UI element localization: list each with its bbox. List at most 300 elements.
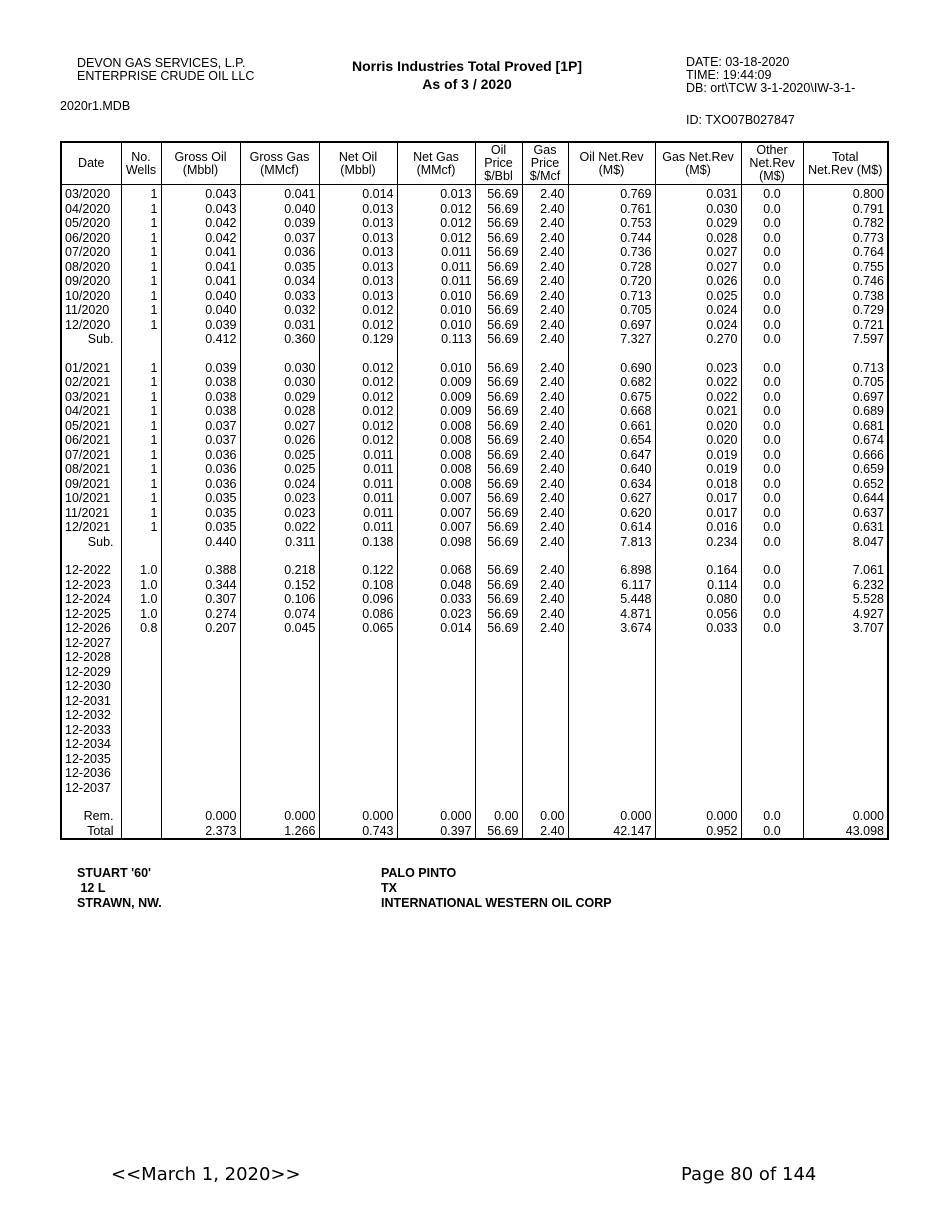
cell (240, 694, 319, 709)
cell (741, 737, 803, 752)
cell (161, 795, 240, 809)
cell (475, 766, 522, 781)
cell: 0.138 (319, 535, 397, 550)
cell (475, 650, 522, 665)
cell: 56.69 (475, 404, 522, 419)
cell: 0.152 (240, 578, 319, 593)
cell (397, 679, 475, 694)
cell: 56.69 (475, 245, 522, 260)
cell: 0.743 (319, 824, 397, 840)
cell (655, 723, 741, 738)
cell (319, 752, 397, 767)
cell: 0.011 (397, 274, 475, 289)
cell: 0.012 (397, 216, 475, 231)
table-row (61, 477, 888, 492)
row-label: 12-2035 (61, 752, 121, 767)
cell: 0.056 (655, 607, 741, 622)
cell: 0.0 (741, 419, 803, 434)
cell: 2.40 (522, 535, 568, 550)
state: TX (381, 881, 397, 895)
cell: 0.0 (741, 477, 803, 492)
cell (475, 665, 522, 680)
table-row (61, 650, 888, 665)
cell (319, 737, 397, 752)
cell (655, 549, 741, 563)
cell: 0.012 (397, 202, 475, 217)
cell: 0.634 (568, 477, 655, 492)
cell: 0.397 (397, 824, 475, 840)
cell: 0.0 (741, 592, 803, 607)
cell: 0.031 (655, 185, 741, 202)
row-label: 12-2037 (61, 781, 121, 796)
cell (741, 636, 803, 651)
cell: 0.036 (161, 462, 240, 477)
cell: 56.69 (475, 462, 522, 477)
cell (655, 636, 741, 651)
cell: 0.0 (741, 535, 803, 550)
cell: 0.033 (240, 289, 319, 304)
cell (568, 679, 655, 694)
cell: 0.013 (319, 260, 397, 275)
cell: 8.047 (803, 535, 888, 550)
cell: 0.045 (240, 621, 319, 636)
row-label: 12-2033 (61, 723, 121, 738)
row-label: 12-2029 (61, 665, 121, 680)
cell: 0.030 (240, 361, 319, 376)
cell (475, 737, 522, 752)
cell: 56.69 (475, 433, 522, 448)
cell: 0.041 (161, 274, 240, 289)
cell (319, 347, 397, 361)
cell: 0.014 (397, 621, 475, 636)
cell (655, 679, 741, 694)
column-header: Gross Gas (MMcf) (240, 142, 319, 185)
cell: 0.010 (397, 318, 475, 333)
row-label: Total (61, 824, 121, 840)
cell: 0.013 (319, 274, 397, 289)
cell: 0.773 (803, 231, 888, 246)
cell (319, 795, 397, 809)
cell: 0.027 (240, 419, 319, 434)
cell (397, 650, 475, 665)
cell: 6.232 (803, 578, 888, 593)
cell (741, 650, 803, 665)
table-row (61, 694, 888, 709)
cell (161, 708, 240, 723)
cell: 1 (121, 216, 161, 231)
cell (568, 752, 655, 767)
cell: 0.738 (803, 289, 888, 304)
cell: 0.011 (319, 520, 397, 535)
cell (655, 694, 741, 709)
column-header: Other Net.Rev (M$) (741, 142, 803, 185)
cell (522, 795, 568, 809)
cell: 0.041 (161, 260, 240, 275)
cell (397, 347, 475, 361)
cell: 0.086 (319, 607, 397, 622)
cell (568, 766, 655, 781)
cell: 0.360 (240, 332, 319, 347)
cell: 0.019 (655, 448, 741, 463)
cell: 56.69 (475, 535, 522, 550)
cell (121, 332, 161, 347)
cell: 0.0 (741, 274, 803, 289)
cell (803, 347, 888, 361)
cell (803, 665, 888, 680)
cell: 56.69 (475, 185, 522, 202)
column-header: Gross Oil (Mbbl) (161, 142, 240, 185)
cell (522, 549, 568, 563)
cell: 0.032 (240, 303, 319, 318)
cell: 0.0 (741, 332, 803, 347)
cell: 1.0 (121, 578, 161, 593)
table-header-row (61, 142, 888, 185)
cell (61, 549, 121, 563)
cell: 0.025 (240, 448, 319, 463)
cell: 2.40 (522, 462, 568, 477)
cell (121, 535, 161, 550)
row-label: 12-2034 (61, 737, 121, 752)
report-date: DATE: 03-18-2020 (686, 55, 790, 69)
cell: 0.012 (319, 404, 397, 419)
operator: INTERNATIONAL WESTERN OIL CORP (381, 896, 612, 910)
cell (121, 708, 161, 723)
cell (568, 708, 655, 723)
cell: 0.681 (803, 419, 888, 434)
cell (240, 347, 319, 361)
cell: 1 (121, 274, 161, 289)
cell: 56.69 (475, 448, 522, 463)
cell: 0.675 (568, 390, 655, 405)
cell (121, 679, 161, 694)
cell: 56.69 (475, 318, 522, 333)
table-row (61, 563, 888, 578)
cell: 0.0 (741, 231, 803, 246)
cell: 0.0 (741, 506, 803, 521)
cell: 0.042 (161, 231, 240, 246)
report-id: ID: TXO07B027847 (686, 113, 795, 127)
cell (522, 708, 568, 723)
cell: 2.40 (522, 185, 568, 202)
cell: 0.274 (161, 607, 240, 622)
cell (397, 549, 475, 563)
cell (655, 737, 741, 752)
cell (522, 347, 568, 361)
table-row (61, 723, 888, 738)
cell: 0.0 (741, 202, 803, 217)
cell (161, 752, 240, 767)
cell: 0.0 (741, 375, 803, 390)
cell (319, 723, 397, 738)
cell: 0.728 (568, 260, 655, 275)
row-label: 12-2024 (61, 592, 121, 607)
cell: 2.40 (522, 245, 568, 260)
cell (803, 549, 888, 563)
report-db: DB: ort\TCW 3-1-2020\IW-3-1- (686, 81, 856, 95)
cell: 0.033 (397, 592, 475, 607)
cell: 2.40 (522, 520, 568, 535)
cell: 0.0 (741, 404, 803, 419)
cell: 0.791 (803, 202, 888, 217)
cell: 0.036 (161, 448, 240, 463)
cell: 0.647 (568, 448, 655, 463)
cell: 1.266 (240, 824, 319, 840)
cell: 0.037 (161, 419, 240, 434)
cell: 0.039 (161, 318, 240, 333)
cell: 56.69 (475, 303, 522, 318)
row-label: 12-2032 (61, 708, 121, 723)
cell: 1 (121, 506, 161, 521)
table-row (61, 185, 888, 202)
cell: 0.106 (240, 592, 319, 607)
cell (475, 549, 522, 563)
cell: 0.764 (803, 245, 888, 260)
cell: 0.311 (240, 535, 319, 550)
cell: 0.027 (655, 245, 741, 260)
cell: 56.69 (475, 390, 522, 405)
cell: 2.40 (522, 563, 568, 578)
cell: 0.040 (240, 202, 319, 217)
cell: 2.40 (522, 592, 568, 607)
cell: 0.761 (568, 202, 655, 217)
report-title-line-2: As of 3 / 2020 (422, 76, 512, 92)
row-label: 12-2027 (61, 636, 121, 651)
cell (397, 766, 475, 781)
table-row (61, 404, 888, 419)
cell (240, 766, 319, 781)
table-row (61, 752, 888, 767)
cell: 0.00 (475, 809, 522, 824)
cell: 0.0 (741, 491, 803, 506)
cell: 0.009 (397, 404, 475, 419)
cell: 0.218 (240, 563, 319, 578)
spacer-row (61, 795, 888, 809)
cell: 0.040 (161, 289, 240, 304)
cell (397, 795, 475, 809)
cell (397, 723, 475, 738)
report-meta (686, 56, 855, 95)
cell: 56.69 (475, 375, 522, 390)
cell: 7.327 (568, 332, 655, 347)
cell: 0.782 (803, 216, 888, 231)
cell (121, 824, 161, 840)
cell: 5.448 (568, 592, 655, 607)
database-file: 2020r1.MDB (60, 99, 131, 113)
cell: 0.026 (655, 274, 741, 289)
cell: 0.614 (568, 520, 655, 535)
county: PALO PINTO (381, 866, 457, 880)
cell: 56.69 (475, 824, 522, 840)
table-row (61, 592, 888, 607)
cell: 0.207 (161, 621, 240, 636)
cell: 0.013 (319, 202, 397, 217)
cell: 56.69 (475, 621, 522, 636)
cell (397, 752, 475, 767)
cell: 56.69 (475, 563, 522, 578)
cell: 0.024 (655, 318, 741, 333)
row-label: 03/2021 (61, 390, 121, 405)
cell (319, 679, 397, 694)
cell: 0.039 (240, 216, 319, 231)
cell (121, 737, 161, 752)
spacer-row (61, 347, 888, 361)
company-header (77, 57, 254, 83)
cell (121, 650, 161, 665)
cell: 0.697 (568, 318, 655, 333)
cell: 0.025 (240, 462, 319, 477)
cell: 1.0 (121, 607, 161, 622)
cell: 0.068 (397, 563, 475, 578)
cell: 0.010 (397, 303, 475, 318)
cell: 0.000 (240, 809, 319, 824)
cell: 0.0 (741, 621, 803, 636)
cell: 7.597 (803, 332, 888, 347)
cell (475, 708, 522, 723)
cell: 0.027 (655, 260, 741, 275)
cell (803, 752, 888, 767)
cell: 0.011 (397, 260, 475, 275)
field-name: STRAWN, NW. (77, 896, 162, 910)
cell (568, 549, 655, 563)
row-label: 05/2020 (61, 216, 121, 231)
cell: 0.753 (568, 216, 655, 231)
cell: 0.037 (240, 231, 319, 246)
table-row (61, 375, 888, 390)
table-row (61, 202, 888, 217)
cell: 1 (121, 185, 161, 202)
cell: 0.721 (803, 318, 888, 333)
cell: 2.40 (522, 433, 568, 448)
cell (741, 723, 803, 738)
cell: 1 (121, 419, 161, 434)
cell: 6.898 (568, 563, 655, 578)
cell: 0.036 (240, 245, 319, 260)
cell: 0.640 (568, 462, 655, 477)
cell: 0.007 (397, 520, 475, 535)
cell: 56.69 (475, 332, 522, 347)
cell (655, 650, 741, 665)
cell: 0.122 (319, 563, 397, 578)
cell (475, 752, 522, 767)
cell: 0.008 (397, 433, 475, 448)
cell (161, 781, 240, 796)
table-row (61, 506, 888, 521)
cell: 0.012 (319, 390, 397, 405)
row-label: 02/2021 (61, 375, 121, 390)
column-header: Oil Price $/Bbl (475, 142, 522, 185)
total-row (61, 824, 888, 840)
cell: 0.637 (803, 506, 888, 521)
cell: 56.69 (475, 578, 522, 593)
cell (522, 636, 568, 651)
page-number: Page 80 of 144 (681, 1164, 817, 1185)
cell: 0.800 (803, 185, 888, 202)
cell: 0.035 (240, 260, 319, 275)
table-row (61, 679, 888, 694)
cell (803, 781, 888, 796)
cell: 2.40 (522, 491, 568, 506)
cell: 0.021 (655, 404, 741, 419)
column-header: Net Oil (Mbbl) (319, 142, 397, 185)
table-row (61, 448, 888, 463)
cell: 1.0 (121, 563, 161, 578)
cell: 0.011 (397, 245, 475, 260)
cell: 0.769 (568, 185, 655, 202)
cell: 3.674 (568, 621, 655, 636)
cell (522, 650, 568, 665)
cell (803, 708, 888, 723)
cell: 3.707 (803, 621, 888, 636)
cell (741, 752, 803, 767)
cell: 2.40 (522, 477, 568, 492)
cell (522, 665, 568, 680)
report-title (300, 57, 634, 93)
row-label: 12-2026 (61, 621, 121, 636)
cell: 0.041 (240, 185, 319, 202)
cell (319, 781, 397, 796)
cell: 0.270 (655, 332, 741, 347)
cell (655, 708, 741, 723)
cell (121, 347, 161, 361)
cell: 0.0 (741, 578, 803, 593)
column-header: No. Wells (121, 142, 161, 185)
column-header: Net Gas (MMcf) (397, 142, 475, 185)
cell (397, 694, 475, 709)
row-label: 01/2021 (61, 361, 121, 376)
cell: 1 (121, 390, 161, 405)
cell: 2.40 (522, 274, 568, 289)
row-label: 05/2021 (61, 419, 121, 434)
subtotal-row (61, 535, 888, 550)
cell: 0.000 (568, 809, 655, 824)
cell (522, 679, 568, 694)
cell: 0.038 (161, 375, 240, 390)
cell: 0.755 (803, 260, 888, 275)
cell (397, 737, 475, 752)
cell: 0.620 (568, 506, 655, 521)
cell (240, 795, 319, 809)
cell: 0.020 (655, 433, 741, 448)
cell (161, 549, 240, 563)
row-label: 12-2036 (61, 766, 121, 781)
cell: 0.028 (240, 404, 319, 419)
cell: 0.0 (741, 607, 803, 622)
cell: 2.40 (522, 260, 568, 275)
cell (655, 766, 741, 781)
cell (655, 665, 741, 680)
cell: 0.013 (397, 185, 475, 202)
cell (741, 694, 803, 709)
cell: 6.117 (568, 578, 655, 593)
table-row (61, 737, 888, 752)
row-label: 12-2031 (61, 694, 121, 709)
cell: 0.000 (319, 809, 397, 824)
cell: 2.40 (522, 216, 568, 231)
cell: 0.0 (741, 462, 803, 477)
row-label: 07/2020 (61, 245, 121, 260)
cell: 0.668 (568, 404, 655, 419)
cell (240, 549, 319, 563)
cell: 0.042 (161, 216, 240, 231)
cell: 0.164 (655, 563, 741, 578)
column-header: Total Net.Rev (M$) (803, 142, 888, 185)
cell (397, 636, 475, 651)
spacer-row (61, 549, 888, 563)
cell: 0.017 (655, 506, 741, 521)
cell (161, 723, 240, 738)
cell: 2.40 (522, 390, 568, 405)
cell: 0.674 (803, 433, 888, 448)
